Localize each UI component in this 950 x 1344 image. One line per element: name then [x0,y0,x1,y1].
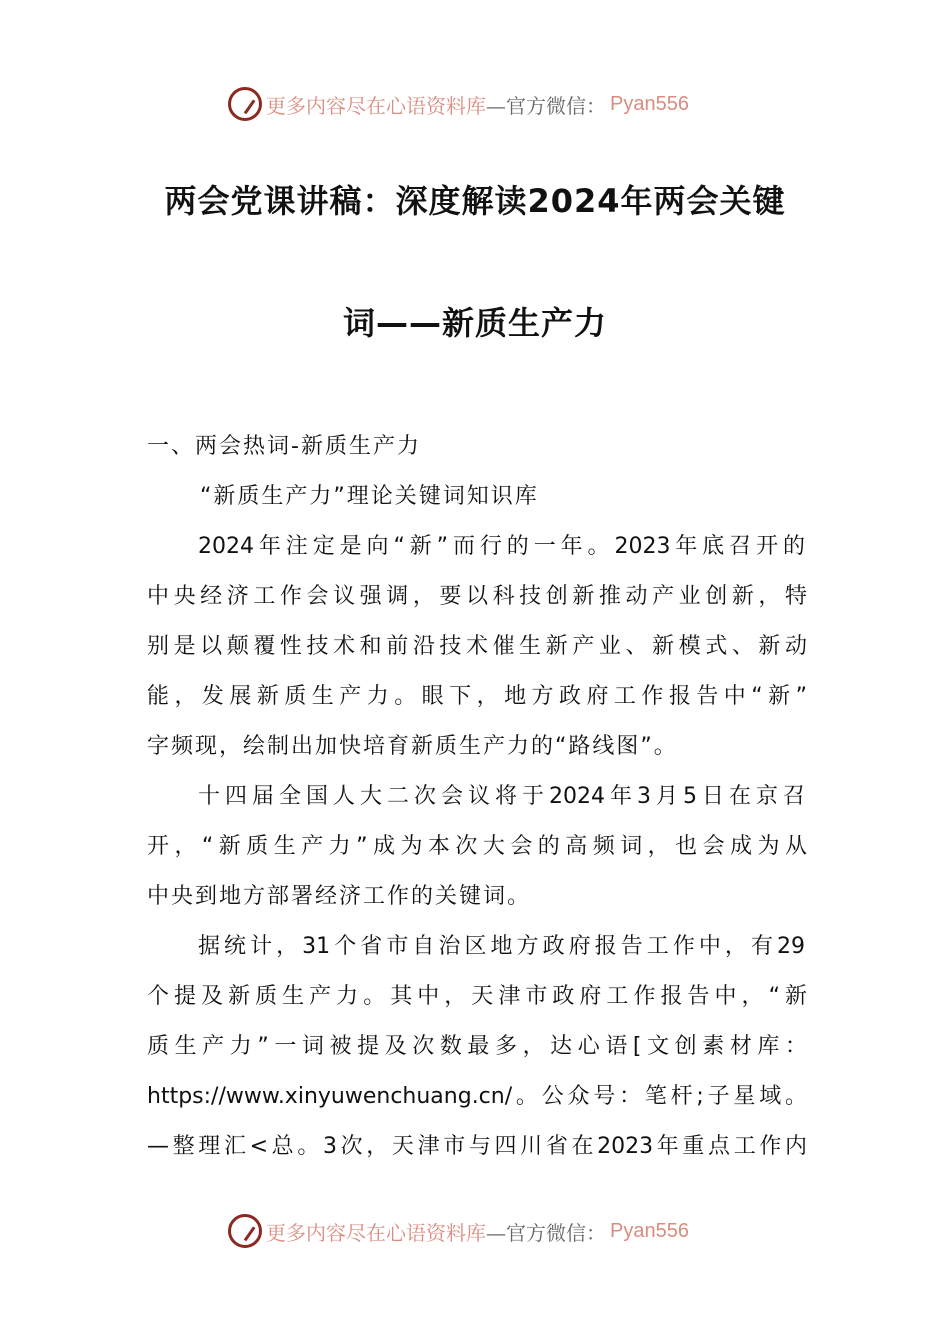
subheading: “新质生产力”理论关键词知识库 [200,484,539,509]
paragraph-line: 字频现，绘制出加快培育新质生产力的“路线图”。 [147,734,678,759]
paragraph-line: 中央到地方部署经济工作的关键词。 [147,884,532,909]
paragraph-line: 2024年注定是向“新”而行的一年。2023年底召开的 [198,534,805,559]
paragraph-line: 开，“新质生产力”成为本次大会的高频词，也会成为从 [147,834,807,859]
logo-icon [228,1214,262,1248]
paragraph-line: https://www.xinyuwenchuang.cn/。公众号：笔杆;子星域。 [147,1084,807,1109]
paragraph-line: 中央经济工作会议强调，要以科技创新推动产业创新，特 [147,584,807,609]
paragraph-line: —整理汇<总。3次，天津市与四川省在2023年重点工作内 [147,1134,807,1159]
paragraph-line: 十四届全国人大二次会议将于2024年3月5日在京召 [198,784,805,809]
paragraph-line: 个提及新质生产力。其中，天津市政府工作报告中，“新 [147,984,807,1009]
paragraph-line: 能，发展新质生产力。眼下，地方政府工作报告中“新” [147,684,807,709]
header-watermark: 更多内容尽在心语资料库 —官方微信： Pyan556 [228,86,689,122]
section-heading: 一、两会热词-新质生产力 [147,434,421,459]
document-title-line-1: 两会党课讲稿：深度解读2024年两会关键 [164,182,786,220]
footer-watermark: 更多内容尽在心语资料库 —官方微信： Pyan556 [228,1213,689,1249]
document-title-line-2: 词——新质生产力 [342,304,607,342]
paragraph-line: 据统计，31个省市自治区地方政府报告工作中，有29 [198,934,805,959]
logo-icon [228,87,262,121]
paragraph-line: 质生产力”一词被提及次数最多，达心语[文创素材库： [147,1034,807,1059]
paragraph-line: 别是以颠覆性技术和前沿技术催生新产业、新模式、新动 [147,634,807,659]
